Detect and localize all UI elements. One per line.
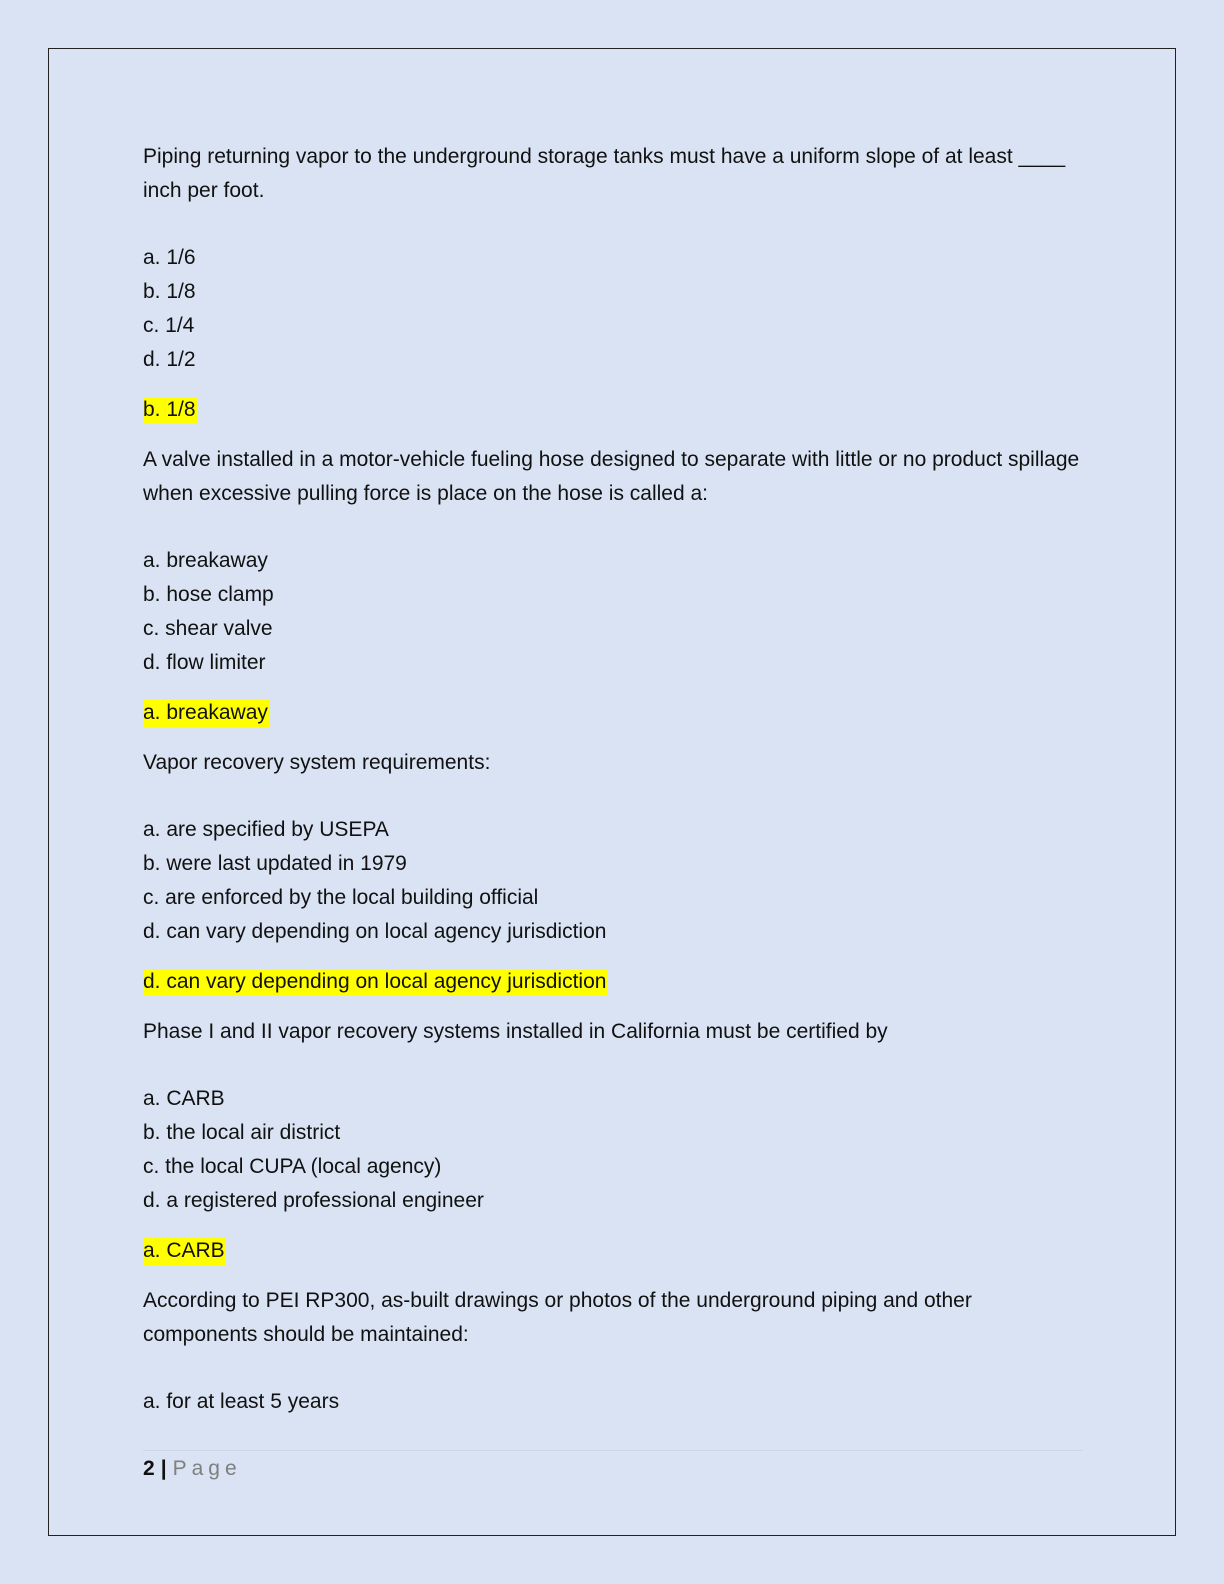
option-c: c. the local CUPA (local agency) [143,1155,442,1178]
option-a: a. 1/6 [143,246,196,269]
question-3 [143,746,1083,999]
option-b: b. hose clamp [143,583,274,606]
option-c: c. are enforced by the local building official [143,886,539,909]
page-number: 2 [143,1457,155,1480]
footer-divider [143,1450,1083,1451]
answer-highlight [143,965,1083,999]
question-text: Piping returning vapor to the underground storage tanks must have a uniform slope of at least ____ inch per foot. [143,145,1066,202]
option-list [143,1385,1083,1419]
question-5 [143,1284,1083,1419]
answer-highlight [143,393,1083,427]
document-body [143,140,1083,1419]
question-text: According to PEI RP300, as-built drawings or photos of the underground piping and other components should be maintained: [143,1289,972,1346]
option-d: d. a registered professional engineer [143,1189,484,1212]
option-c: c. 1/4 [143,314,195,337]
question-2 [143,443,1083,730]
option-d: d. can vary depending on local agency jurisdiction [143,920,607,943]
question-text: Vapor recovery system requirements: [143,751,491,774]
option-b: b. the local air district [143,1121,341,1144]
footer-separator: | [160,1457,167,1480]
page-footer [143,1452,242,1486]
question-4 [143,1015,1083,1268]
option-list [143,1082,1083,1218]
option-d: d. flow limiter [143,651,266,674]
question-text: Phase I and II vapor recovery systems installed in California must be certified by [143,1020,888,1043]
option-a: a. breakaway [143,549,268,572]
option-a: a. are specified by USEPA [143,818,389,841]
page-label: Page [172,1457,242,1480]
option-b: b. 1/8 [143,280,196,303]
answer-highlight [143,696,1083,730]
answer-text: d. can vary depending on local agency jurisdiction [143,969,607,996]
answer-highlight [143,1234,1083,1268]
option-a: a. CARB [143,1087,225,1110]
option-c: c. shear valve [143,617,273,640]
answer-text: a. breakaway [143,700,269,727]
option-list [143,241,1083,377]
option-b: b. were last updated in 1979 [143,852,407,875]
option-list [143,813,1083,949]
option-d: d. 1/2 [143,348,196,371]
option-list [143,544,1083,680]
answer-text: b. 1/8 [143,397,197,424]
answer-text: a. CARB [143,1238,226,1265]
question-1 [143,140,1083,427]
question-text: A valve installed in a motor-vehicle fueling hose designed to separate with little or no product spillage when excessive pulling force is place on the hose is called a: [143,448,1080,505]
option-a: a. for at least 5 years [143,1390,340,1413]
